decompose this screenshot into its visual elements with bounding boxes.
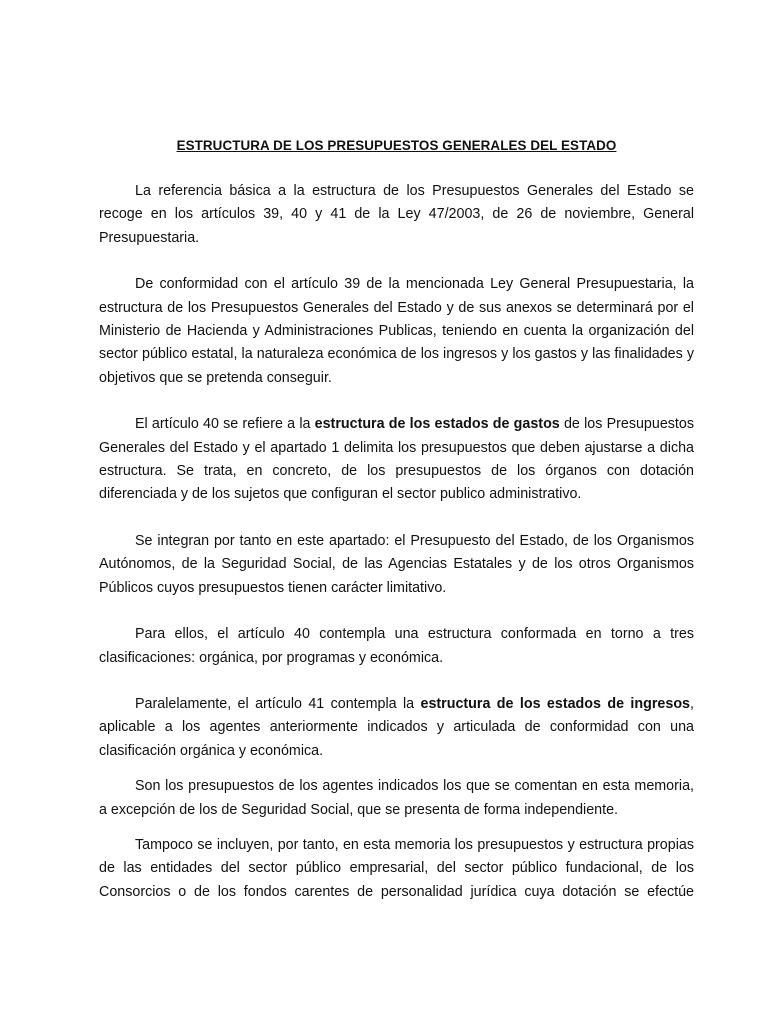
document-title: ESTRUCTURA DE LOS PRESUPUESTOS GENERALES DEL ESTADO — [176, 138, 617, 153]
paragraph-6-text-post: , aplicable a los agentes anteriormente indicados y articulada de conformidad con una clasificación orgánica y económica. — [99, 695, 694, 759]
paragraph-1 — [99, 180, 694, 250]
paragraph-4-text: Se integran por tanto en este apartado: el Presupuesto del Estado, de los Organismos Autónomos, de la Seguridad Social, de las Agencias Estatales y de los otros Organismos Públicos cuyos presupuestos tienen carácter limitativo. — [99, 532, 694, 596]
paragraph-3-text-pre: El artículo 40 se refiere a la — [135, 416, 315, 433]
paragraph-6-bold: estructura de los estados de ingresos — [420, 695, 691, 712]
paragraph-5 — [99, 623, 694, 670]
paragraph-3 — [99, 413, 694, 507]
paragraph-7 — [99, 775, 694, 822]
paragraph-6-text-pre: Paralelamente, el artículo 41 contempla la — [135, 695, 421, 712]
paragraph-3-bold: estructura de los estados de gastos — [314, 416, 560, 433]
paragraph-1-text: La referencia básica a la estructura de los Presupuestos Generales del Estado se recoge en los artículos 39, 40 y 41 de la Ley 47/2003, de 26 de noviembre, General Presupuestaria. — [99, 183, 694, 246]
paragraph-7-text: Son los presupuestos de los agentes indicados los que se comentan en esta memoria, a excepción de los de Seguridad Social, que se presenta de forma independiente. — [99, 778, 694, 818]
paragraph-2 — [99, 273, 694, 390]
paragraph-4 — [99, 530, 694, 600]
paragraph-2-text: De conformidad con el artículo 39 de la mencionada Ley General Presupuestaria, la estructura de los Presupuestos Generales del Estado y de sus anexos se determinará por el Ministerio de Hacienda y Administraciones Publicas, teniendo en cuenta la organización del sector público estatal, la naturaleza económica de los ingresos y los gastos y las finalidades y objetivos que se pretenda conseguir. — [99, 276, 694, 386]
document-page — [99, 136, 694, 904]
paragraph-6 — [99, 693, 694, 763]
paragraph-8-text: Tampoco se incluyen, por tanto, en esta memoria los presupuestos y estructura propias de las entidades del sector público empresarial, del sector público fundacional, de los Consorcios o de los fondos carentes de personalidad jurídica cuya dotación se efectúe — [99, 836, 694, 900]
paragraph-5-text: Para ellos, el artículo 40 contempla una estructura conformada en torno a tres clasificaciones: orgánica, por programas y económica. — [99, 626, 694, 666]
paragraph-3-text-post: de los Presupuestos Generales del Estado y el apartado 1 delimita los presupuestos que deben ajustarse a dicha estructura. Se trata, en concreto, de los presupuestos de los órganos con dotación diferenciada y de los sujetos que configuran el sector publico administrativo. — [99, 416, 694, 503]
paragraph-8 — [99, 834, 694, 904]
